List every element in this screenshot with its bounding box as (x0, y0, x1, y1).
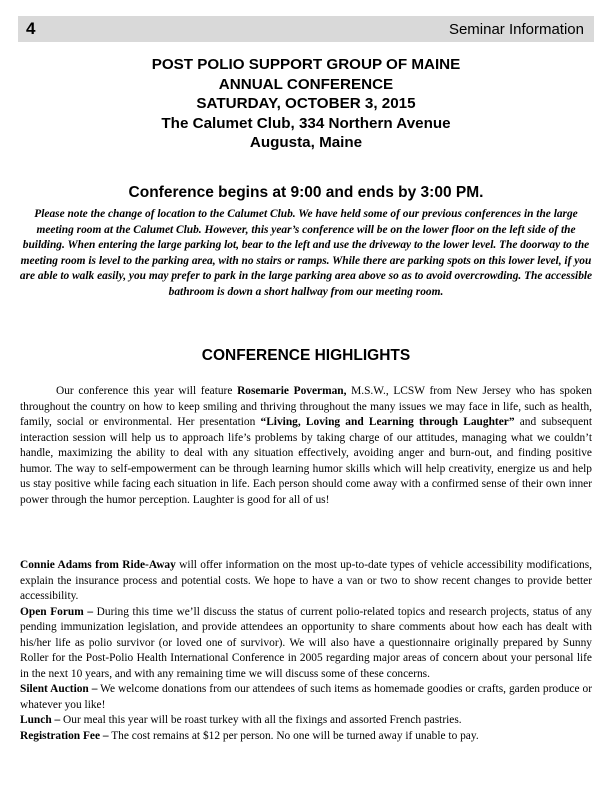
section-title: Seminar Information (448, 21, 584, 38)
conference-time: Conference begins at 9:00 and ends by 3:00 PM. (128, 184, 484, 201)
event-name: ANNUAL CONFERENCE (218, 75, 394, 93)
highlights-heading: CONFERENCE HIGHLIGHTS (201, 347, 411, 364)
item-label: Silent Auction – (20, 683, 98, 695)
list-item (20, 682, 592, 713)
item-label: Registration Fee – (20, 729, 109, 742)
item-text: will offer information on the most up-to-date types of vehicle accessibility modifications, explain the insurance process and potential costs. We hope to have a van or two to show recent changes to provide better accessibility. (20, 559, 592, 602)
speaker-name: Rosemarie Poverman, (237, 385, 347, 397)
intro-paragraph (20, 384, 592, 508)
item-text: During this time we’ll discuss the status of current polio-related topics and research projects, status of any pending immunization legislation, and provide attendees an opportunity to share comments about how each has dealt with his/her life as polio survivor (or loved one of survivor). We will also have a questionnaire originally prepared by Sunny Roller for the Post-Polio Health International Conference in 2005 regarding major areas of concern about your personal life in the next 10 years, and with any remaining time we will discuss some of these concerns. (20, 605, 592, 680)
title-block (0, 55, 612, 153)
item-text: The cost remains at $12 per person. No one will be turned away if unable to pay. (108, 729, 479, 742)
item-label: Lunch – (20, 714, 61, 726)
list-item (20, 713, 592, 729)
header-bar (18, 16, 594, 42)
item-text: Our meal this year will be roast turkey with all the fixings and assorted French pastries. (60, 714, 462, 726)
item-label: Connie Adams from Ride-Away (20, 559, 176, 571)
item-label: Open Forum – (20, 605, 94, 618)
intro-text-3: and subsequent interaction session will help us to approach life’s problems by taking charge of our attitudes, managing what we couldn’t handle, maximizing the ability to deal with any situation effectively, avoiding anger and burn-out, and finding positive humor. The way to self-empowerment can be through learning humor skills which will help creativity, energize us and help us stay positive while facing each situation in life. Each person should come away with a confirmed sense of their own inner power through the humor perception. Laughter is good for all of us! (20, 416, 592, 506)
list-item (20, 558, 592, 605)
intro-text-1: Our conference this year will feature (56, 385, 238, 397)
list-item (20, 605, 592, 683)
item-text: We welcome donations from our attendees of such items as homemade goodies or crafts, garden produce or whatever you like! (20, 683, 593, 711)
intro-text-2: M.S.W., LCSW from New Jersey who has spoken throughout the country on how to keep smiling and thriving throughout the many issues we may face in life, such as health, family, social or environmental. Her presentation (20, 385, 592, 428)
venue: The Calumet Club, 334 Northern Avenue (161, 114, 451, 132)
location-notice: Please note the change of location to the Calumet Club. We have held some of our previous conferences in the large meeting room at the Calumet Club. However, this year’s conference will be on the lower floor on the left side of the building. When entering the large parking lot, bear to the left and use the driveway to the lower level. The doorway to the meeting room is level to the parking area, with no stairs or ramps. While there are parking spots on this lower level, if you are able to walk easily, you may prefer to park in the large parking area above so as to avoid overcrowding. The accessible bathroom is down a short hallway from our meeting room. (19, 208, 593, 298)
presentation-title: “Living, Loving and Learning through Laughter” (260, 416, 515, 428)
organization-name: POST POLIO SUPPORT GROUP OF MAINE (151, 56, 461, 73)
page-number: 4 (26, 19, 36, 38)
event-date: SATURDAY, OCTOBER 3, 2015 (196, 95, 416, 112)
highlights-list (20, 558, 592, 744)
city: Augusta, Maine (249, 134, 363, 151)
list-item (20, 729, 592, 745)
